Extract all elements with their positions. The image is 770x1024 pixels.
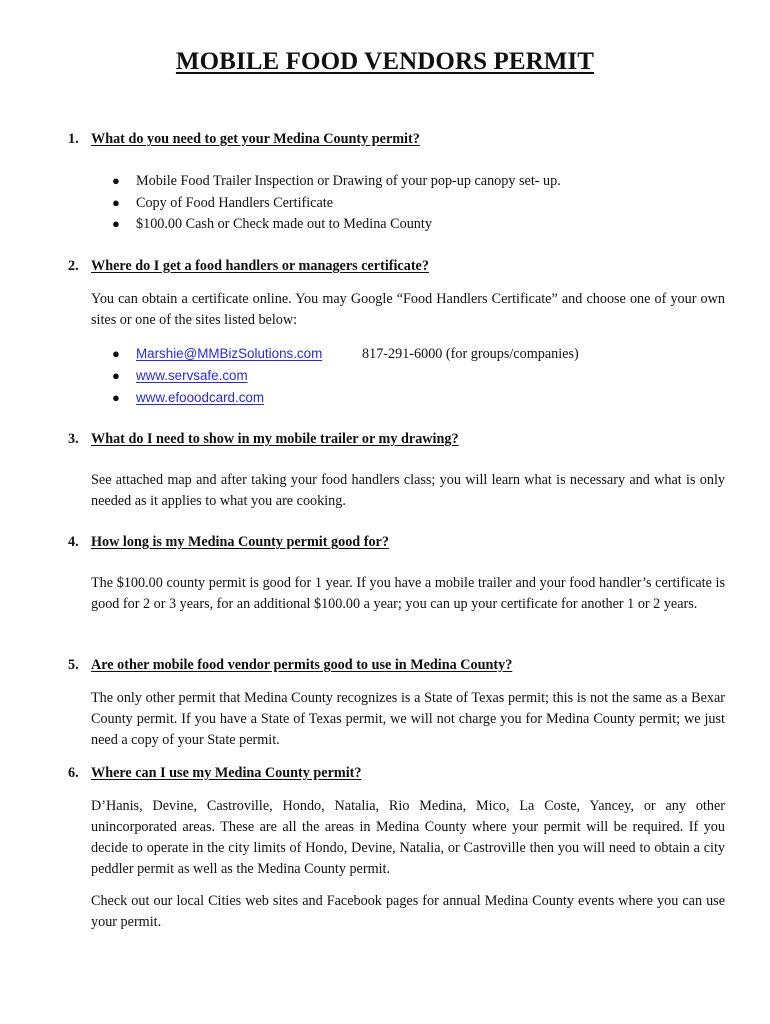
bullet-icon: ● [112, 346, 120, 361]
question-2-heading [68, 258, 429, 275]
list-item: ● Copy of Food Handlers Certificate [112, 195, 334, 211]
question-text: What do I need to show in my mobile trailer or my drawing? [91, 431, 459, 447]
list-item [112, 390, 264, 407]
question-text: What do you need to get your Medina County permit? [91, 131, 420, 147]
question-6-heading [68, 765, 361, 782]
answer-paragraph: You can obtain a certificate online. You may Google “Food Handlers Certificate” and choose one of your own sites or one of the sites listed below: [91, 291, 725, 328]
question-3-heading [68, 431, 459, 448]
question-5-heading [68, 657, 512, 674]
list-item: ● $100.00 Cash or Check made out to Medina County [112, 216, 432, 232]
question-text: Where can I use my Medina County permit? [91, 765, 362, 781]
question-number: 4. [68, 534, 79, 550]
question-text: Where do I get a food handlers or managers certificate? [91, 258, 429, 274]
list-item [112, 368, 248, 385]
bullet-icon: ● [112, 173, 120, 188]
answer-paragraph: D’Hanis, Devine, Castroville, Hondo, Natalia, Rio Medina, Mico, La Coste, Yancey, or any other unincorporated areas. These are all the areas in Medina County where your permit will be required. If you decide to operate in the city limits of Hondo, Devine, Natalia, or Castroville then you will need to obtain a city peddler permit as well as the Medina County permit. [91, 798, 725, 877]
question-text: Are other mobile food vendor permits good to use in Medina County? [91, 657, 513, 673]
list-item: ● Mobile Food Trailer Inspection or Drawing of your pop-up canopy set- up. [112, 173, 561, 189]
bullet-icon: ● [112, 368, 120, 383]
servsafe-link[interactable]: www.servsafe.com [136, 368, 248, 383]
answer-paragraph: The only other permit that Medina County recognizes is a State of Texas permit; this is not the same as a Bexar County permit. If you have a State of Texas permit, we will not charge you for Medina County permit; we just need a copy of your State permit. [91, 690, 725, 748]
question-number: 1. [68, 131, 79, 147]
question-number: 2. [68, 258, 79, 274]
question-4-heading [68, 534, 389, 551]
question-number: 5. [68, 657, 79, 673]
bullet-icon: ● [112, 390, 120, 405]
answer-paragraph: The $100.00 county permit is good for 1 year. If you have a mobile trailer and your food handler’s certificate is good for 2 or 3 years, for an additional $100.00 a year; you can up your certificate for another 1 or 2 years. [91, 575, 725, 612]
answer-paragraph: See attached map and after taking your food handlers class; you will learn what is necessary and what is only needed as it applies to what you are cooking. [91, 472, 725, 509]
question-number: 3. [68, 431, 79, 447]
answer-paragraph: Check out our local Cities web sites and Facebook pages for annual Medina County events where you can use your permit. [91, 893, 725, 930]
bullet-icon: ● [112, 195, 120, 210]
question-1-heading [68, 131, 420, 148]
list-item [112, 346, 322, 363]
page-title: MOBILE FOOD VENDORS PERMIT [175, 48, 595, 75]
bullet-icon: ● [112, 216, 120, 231]
question-number: 6. [68, 765, 79, 781]
email-link[interactable]: Marshie@MMBizSolutions.com [136, 346, 323, 361]
efoodcard-link[interactable]: www.efooodcard.com [136, 390, 265, 405]
question-text: How long is my Medina County permit good for? [91, 534, 389, 550]
phone-note: 817-291-6000 (for groups/companies) [362, 346, 579, 362]
